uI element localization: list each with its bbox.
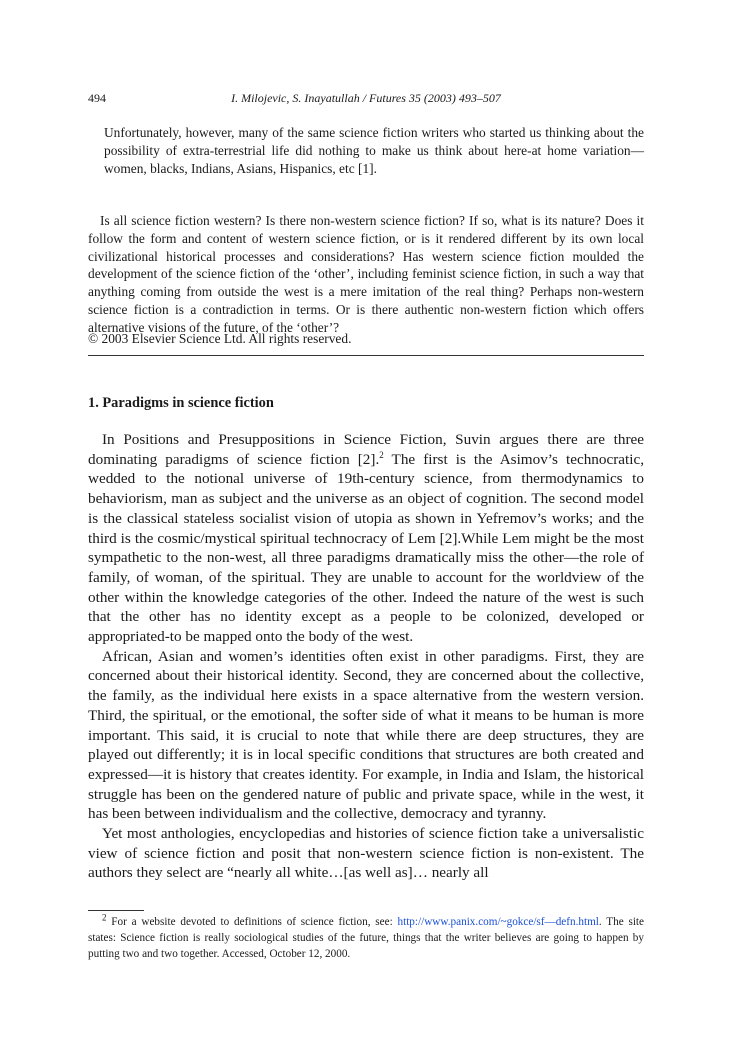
footnote-marker: 2 (102, 912, 107, 923)
paragraph-2: African, Asian and women’s identities often exist in other paradigms. First, they are concerned about their historical identity. Second, they are concerned about the collective, the family, as the individual here exists in a space alternative from the western version. Third, the spiritual, or the emotional, the softer side of what it means to be human is more important. This said, it is crucial to note that while there are deep structures, they are played out differently; it is in local specific conditions that structures are both created and expressed—it is history that creates identity. For example, in India and Islam, the historical struggle has been on the gendered nature of public and private space, while in the west, it has been between individualism and the collective, democracy and tyranny. (88, 647, 644, 823)
epigraph-quote: Unfortunately, however, many of the same science fiction writers who started us thinking about the possibility of extra-terrestrial life did nothing to make us think about here-at home variation—women, blacks, Indians, Asians, Hispanics, etc [1]. (104, 125, 644, 176)
paragraph-3: Yet most anthologies, encyclopedias and histories of science fiction take a universalistic view of science fiction and posit that non-western science fiction is non-existent. The authors they select are “nearly all white…[as well as]… nearly all (88, 825, 644, 882)
footnote-lead: For a website devoted to definitions of science fiction, see: (106, 916, 398, 928)
paragraph-1-rest: The first is the Asimov’s technocratic, wedded to the notional universe of 19th-century science, from thermodynamics to behaviorism, man as subject and the universe as an object of cognition. The second model is the classical stateless socialist vision of utopia as shown in Yefremov’s works; and the third is the cosmic/mystical spiritual technocracy of Lem [2].While Lem might be the most sympathetic to the non-west, all three paradigms dramatically miss the other—the role of family, of woman, of the spiritual. They are unable to account for the worldview of the other within the knowledge categories of the other. Indeed the nature of the west is such that the other has no identity except as a people to be colonized, developed or appropriated-to be mapped onto the body of the west. (88, 450, 644, 646)
paragraph-1 (88, 430, 644, 647)
footnote-link[interactable]: http://www.panix.com/~gokce/sf—defn.html (397, 916, 599, 928)
footnote-divider (88, 910, 144, 911)
copyright-line: © 2003 Elsevier Science Ltd. All rights reserved. (88, 331, 352, 346)
footnote-ref[interactable]: 2 (379, 449, 384, 460)
body-text (88, 430, 644, 883)
section-heading: 1. Paradigms in science fiction (88, 395, 274, 411)
page-number: 494 (88, 91, 106, 105)
footnote-tail: . The site states: Science fiction is really sociological studies of the future, things that the writer believes are going to happen by putting two and two together. Accessed, October 12, 2000. (88, 916, 644, 960)
abstract-divider (88, 355, 644, 356)
running-head: I. Milojevic, S. Inayatullah / Futures 35 (2003) 493–507 (231, 91, 501, 105)
abstract-text: Is all science fiction western? Is there non-western science fiction? If so, what is its nature? Does it follow the form and content of western science fiction, or is it rendered different by its own local civilizational historical processes and considerations? Has western science fiction moulded the development of the science fiction of the ‘other’, including feminist science fiction, in such a way that anything coming from outside the west is a mere imitation of the real thing? Perhaps non-western science fiction is a contradiction in terms. Or is there authentic non-western fiction which offers alternative visions of the future, of the ‘other’? (88, 213, 644, 335)
footnote (88, 914, 644, 962)
paragraph-1-start: In Positions and Presuppositions in Science Fiction, Suvin argues there are three dominating paradigms of science fiction [2]. (88, 431, 644, 468)
